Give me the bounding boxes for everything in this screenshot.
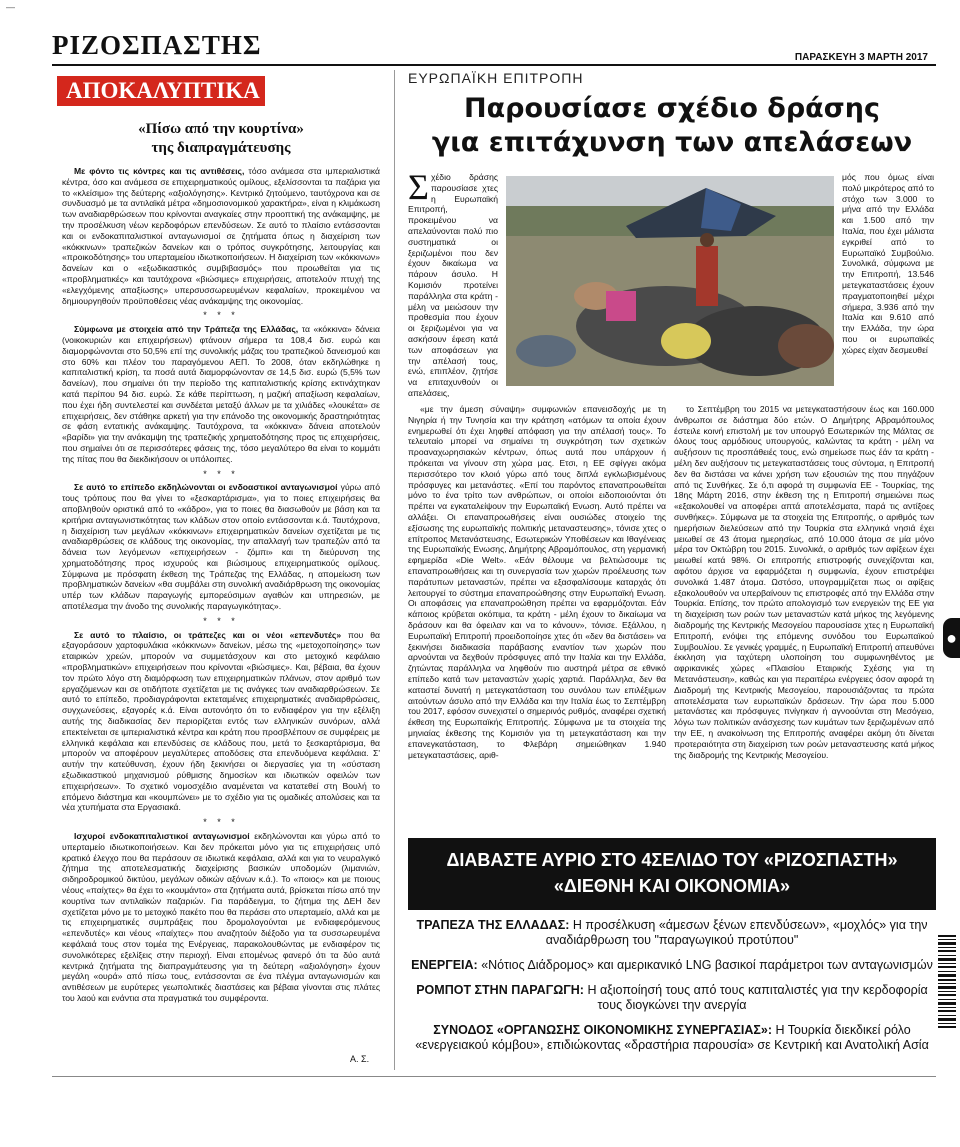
promo-item-text: Η αξιοποίησή τους από τους καπιταλιστές για την κερδοφορία τους διογκώνει την ανεργία	[587, 983, 928, 1012]
article-kicker: ΕΥΡΩΠΑΪΚΗ ΕΠΙΤΡΟΠΗ	[408, 70, 584, 86]
headline-line1: Παρουσίασε σχέδιο δράσης	[464, 93, 880, 124]
left-paragraph-1	[62, 166, 380, 306]
article-intro-text: χέδιο δράσης παρουσίασε χτες η Ευρωπαϊκή Επιτροπή, προκειμένου να απελαύνονται πολύ πιο συστηματικά οι ξεριζωμένοι που δεν έχουν δικαίωμα να πάρουν άσυλο. Η Κομισιόν προτείνει παράλληλα στα κράτη - μέλη να μειώσουν την προθεσμία που έχουν οι ξεριζωμένοι για να ασκήσουν έφεση κατά των αποφάσεων για την απέλασή τους, ενώ, επιπλέον, ζητήσε να επιταχυνθούν οι απελάσεις,	[408, 172, 498, 398]
article-lower-column-b	[674, 404, 934, 829]
author-signature: Α. Σ.	[350, 1054, 370, 1064]
left-p2-lead: Σύμφωνα με στοιχεία από την Τράπεζα της Ελλάδας,	[74, 324, 299, 335]
page-tab-marker	[943, 618, 960, 658]
article-lower-a-text: «με την άμεση σύναψη» συμφωνιών επανεισδοχής με τη Νιγηρία ή την Τυνησία και την κράτηση «ατόμων τα οποία έχουν ενημερωθεί ότι έχει ληφθεί απόφαση για την απέλασή τους». Το τελευταίο μπορεί να σημαίνει τη συγκρότηση των σχετικών προαναχωρησιακών κέντρων, όπως αυτά που υπάρχουν ή πρόκειται να γίνουν στη χώρα μας. Ετσι, η ΕΕ σφίγγει ακόμα περισσότερο τον κλοιό γύρω από τους διπλά εγκλωβισμένους πρόσφυγες και μετανάστες. «Επί του παρόντος επαναπροωθείται μόνο το ένα τρίτο των ανθρώπων, οι οποίοι ειδοποιούνται ότι πρέπει να εγκαταλείψουν την Ευρωπαϊκή Ενωση. Αυτό πρέπει να αλλάξει. Οι επαναπροωθήσεις είναι ουσιώδες στοιχείο της εξίσωσης της ευρωπαϊκής πολιτικής μεταναστευσης», τόνισε χτες ο επίτροπος Μετανάστευσης, Εσωτερικών Υποθέσεων και Ιθαγένειας της Ευρωπαϊκής Ενωσης, Δημήτρης Αβραμόπουλος, στη γερμανική εφημερίδα «Die Welt». «Εάν θέλουμε να βελτιώσουμε τις επαναπροωθήσεις και τη συνεργασία των χωρών προέλευσης των παράτυπων μεταναστών, πρέπει να εξασφαλίσουμε καταρχάς ότι λειτουργεί το σύστημα επαναπροώθησης στην Ευρωπαϊκή Ενωση. Οι αποφάσεις για επαναπροώθηση πρέπει να εφαρμόζονται. Εάν κάποιος κρύβεται οκόπιμα, τα κράτη - μέλη έχουν το δικαίωμα να δράσουν και θα όφειλαν και να το κάνουν», τόνισε. Εξάλλου, η Ευρωπαϊκή Επιτροπή προειδοποίησε χτες ότι «δεν θα διστάσει» να ξεκινήσει διαδικασία παράβασης εναντίον των χωρών που αρνούνται να δεχθούν πρόσφυγες από την Ιταλία και την Ελλάδα, ζητώντας παράλληλα να ληφθούν πιο αυστηρά μέτρα σε εθνικό επίπεδο κατά των μεταναστών χωρίς χαρτιά. Παράλληλα, δεν θα καταστεί δυνατή η μετεγκατάσταση του συνόλου των επιλέξιμων αιτούντων άσυλο από την Ελλάδα και την Ιταλία έως το Σεπτέμβρη του 2017, εφόσον συνεχιστεί ο σημερινός ρυθμός, αναφέρει σχετική έκθεση της Ευρωπαϊκής Επιτροπής. Σύμφωνα με τα στοιχεία της μηνιαίας έκθεσης της Κομισιόν για τη μετεγκατάσταση και την επανεγκατάσταση, το Φλεβάρη σημειώθηκαν 1.940 μετεγκαταστάσεις, αριθ-	[408, 404, 666, 760]
left-title-line2: της διαπραγμάτευσης	[151, 140, 291, 156]
header-rule	[52, 64, 936, 66]
promo-item-text: Η Τουρκία διεκδικεί ρόλο «ενεργειακού κόμβου», επιδιώκοντας «δραστήρια παρουσία» σε Κεντρική και Ανατολική Ασία	[415, 1023, 929, 1052]
left-p2-text: τα «κόκκινα» δάνεια (νοικοκυριών και επιχειρήσεων) φτάνουν σήμερα τα 108,4 δισ. ευρώ και διαμορφώνονται στο 50,5% επί της συνολικής μάζας του τραπεζικού δανεισμού και στο 60% και πλέον του παραγόμενου ΑΕΠ. Το 2008, όταν εκδηλώθηκε η καπιταλιστική κρίση, τα ποσά αυτά διαμορφώνονταν σε 14,5 δισ. ευρώ (5,5% των δανείων), που σημαίνει ότι την περίοδο της καπιταλιστικής κρίσης εκτινάχτηκαν κατά περίπου 94 δισ. ευρώ. Σε κάθε περίπτωση, η μαζική απαξίωση κεφαλαίων, που έχει ήδη συντελεστεί και συνδέεται μεταξύ άλλων με τα χιλιάδες «λουκέτα» σε επιχειρήσεις, δεν στάθηκε αρκετή για την επάνοδο της οικονομικής δραστηριότητας σε φάση εντατικής ανάκαμψης. Ταυτόχρονα, τα «κόκκινα» δάνεια αποτελούν «βαρίδι» για την ανάκαμψη της τραπεζικής χρηματοδότησης προς τις επιχειρήσεις, που σημαίνει ότι σε περισσότερες φάσεις της, τόσο μεγαλύτερο θα είναι το κομμάτι της πίτας που θα διεκδικήσουν οι υπόλοιπες.	[62, 324, 380, 464]
left-p3-text: γύρω από τους τρόπους που θα γίνει το «ξεσκαρτάρισμα», για το ποιες επιχειρήσεις θα αποβληθούν οριστικά από το «κάδρο», για το ποιες θα διασωθούν με βάση και τα κριτήρια ανταγωνιστικότητας των κλάδων στον οποίο εντάσσονται κ.ά. Ταυτόχρονα, η διαχείριση των μεγάλων «κόκκινων» επιχειρηματικών δανείων σχετίζεται με τις αναδιαρθρώσεις σε κλάδους της οικονομίας, την απαλλαγή των τραπεζών από τα δάνεια των λεγόμενων «επιχειρήσεων - ζόμπι» και τη διεύρυνση της χρηματοδότησης προς ισχυρούς και βιώσιμους επιχειρηματικούς ομίλους. Σύμφωνα με πρόσφατη έκθεση της Τράπεζας της Ελλάδας, η απομείωση των προβληματικών δανείων «θα συμβάλει στη συνολική αναδιάρθρωση της οικονομίας υπέρ των κλάδων παραγωγής εμπορεύσιμων αγαθών και υπηρεσιών, με αποτέλεσμα την άνοδο της συνολικής παραγωγικότητας».	[62, 482, 380, 612]
promo-item-text: «Νότιος Διάδρομος» και αμερικανικό LNG βασικοί παράμετροι των ανταγωνισμών	[481, 958, 933, 972]
article-intro	[408, 172, 498, 399]
column-divider	[394, 70, 395, 1070]
left-article-title	[62, 120, 380, 158]
article-column-1	[408, 172, 498, 400]
page-tab-icon: ●	[946, 628, 957, 648]
article-col3-text: μός που όμως είναι πολύ μικρότερος από το στόχο των 3.000 το μήνα από την Ελλάδα και 1.500 από την Ιταλία, που έχει μάλιστα εγκριθεί από το Ευρωπαϊκό Συμβούλιο. Συνολικά, σύμφωνα με την Επιτροπή, 13.546 μετεγκαταστάσεις έχουν πραγματοποιηθεί μέχρι σήμερα, 3.936 από την Ιταλία και 9.610 από την Ελλάδα, την ώρα που οι ευρωπαϊκές χώρες είχαν δεσμευθεί	[842, 172, 934, 355]
left-article-body	[62, 166, 380, 1051]
footer-rule	[52, 1076, 936, 1077]
left-paragraph-4	[62, 630, 380, 814]
promo-line2: «ΔΙΕΘΝΗ ΚΑΙ ΟΙΚΟΝΟΜΙΑ»	[553, 876, 791, 896]
promo-item-lead: ΣΥΝΟΔΟΣ «ΟΡΓΑΝΩΣΗΣ ΟΙΚΟΝΟΜΙΚΗΣ ΣΥΝΕΡΓΑΣΙΑΣ»:	[433, 1023, 772, 1037]
article-column-3	[842, 172, 934, 400]
drop-cap: Σ	[408, 172, 429, 207]
section-stars: * * *	[203, 817, 239, 828]
article-lower-b-text: το Σεπτέμβρη του 2015 να μετεγκαταστήσουν έως και 160.000 άνθρωποι σε διάστημα δύο ετών. Ο Δημήτρης Αβραμόπουλος έστειλε κοινή επιστολή με τον υπουργό Εσωτερικών της Μάλτας σε όλους τους αρμόδιους υπουργούς, καλώντας τα κράτη - μέλη να αυξήσουν τις προσπάθειές τους, ενώ σημείωσε πως έάν τα κράτη - μέλη δεν αυξήσουν τις μετεγκαταστάσεις τους σύντομα, η Επιτροπή δεν θα διστάσει να κάνει χρήση των εξουσιών της που πηγάζουν από τις Συνθήκες. Σε ό,τι αφορά τη συμφωνία ΕΕ - Τουρκίας, της 18ης Μάρτη 2016, στην έκθεση της η Επιτροπή σημειώνει πως «εξακολουθεί να αποφέρει απτά αποτελέσματα, παρά τις αντίξοες συνθήκες». Σύμφωνα με τα στοιχεία της Επιτροπής, ο αριθμός των ημερήσιων διελεύσεων από την Τουρκία στα ελληνικά νησιά έχει μειωθεί σε 43 άτομα ημερησίως, από 10.000 άτομα σε μία μόνο μέρα τον Οκτώβρη του 2015. Συνολικά, ο αριθμός των αφίξεων έχει μειωθεί κατά 98%. Οι επιτροπής επιστροφής συνεχίζονται και, αφότου άρχισε να εφαρμόζεται η συμφωνία, έχουν επιστρέψει συνολικά 1.487 άτομα. Ωστόσο, υπογραμμίζεται πως οι αφίξεις εξακολουθούν να υπερβαίνουν τις επιστροφές από την Ελλάδα στην Τουρκία. Επίσης, τον πρώτο απολογισμό των ενεργειών της ΕΕ για τη διαχείριση των ροών των μεταναστών κατά μήκος της λεγόμενης διαδρομής της Κεντρικής Μεσογείου παρουσίασε χτες η Ευρωπαϊκή Επιτροπή, ενόψει της επόμενης συνόδου του Ευρωπαϊκού Συμβουλίου. Σε γενικές γραμμές, η Ευρωπαϊκή Επιτροπή απευθύνει έκκληση για ταχύτερη υλοποίηση του συμφωνηθέντος με αφρικανικές χώρες «Πλαισίου Εταιρικής Σχέσης για τη Μετανάστευση», καθώς και για περαιτέρω ενέργειες όσον αφορά τη Διαδρομή της Κεντρικής Μεσογείου, παρουσιάζοντας τα πρώτα αποτελέσματα των ευρωπαϊκών δράσεων. Την ώρα που 5.000 μετανάστες και πρόσφυγες πνίγηκαν ή αγνοούνται στη Μεσόγειο, λόγω των πολιτικών ανάσχεσης των κυμάτων των ξεριζωμένων από την ΕΕ, η ανακοίνωση της Επιτροπής αναφέρει ακόμη ότι δίνεται προτεραιότητα στη διαχείριση των ροών μεταναστευσης κατά μήκος της διαδρομής της Κεντρικής Μεσογείου.	[674, 404, 934, 760]
left-p1-text: τόσο ανάμεσα στα ιμπεριαλιστικά κέντρα, όσο και ανάμεσα σε επιχειρηματικούς ομίλους, εξελίσσονται τα παζάρια για το «κλείσιμο» της δεύτερης «αξιολόγησης». Κεντρικό ζητούμενο, ταυτόχρονα και σε συνδυασμό με τα αντιλαϊκά μέτρα «δημοσιονομικού χαρακτήρα», είναι η κλιμάκωση των αναδιαρθρώσεων που κρίνονται αναγκαίες στην προοπτική της ανάκαμψης, με την προσέλκυση νέων κερδοφόρων επενδύσεων. Σε αυτό το πλαίσιο εντάσσονται και οι ενδοκαπιταλιστικοί ανταγωνισμοί σε ζητήματα όπως η διαχείριση των «κόκκινων» τραπεζικών δανείων και ο τρόπος συγκρότησης, λειτουργίας και «προικοδότησης» του υπερταμείου ιδιωτικοποιήσεων. Η διαχείριση των «κόκκινων» δανείων και ο «εξωδικαστικός συμβιβασμός» που προωθείται για τις «προβληματικές» και ταυτόχρονα «βιώσιμες» επιχειρήσεις, αποτελούν πτυχή της «ελεγχόμενης απαξίωσης» υπερσυσσωρευμένων κεφαλαίων, προκειμένου να δημιουργηθούν προϋποθέσεις νέας ανάκαμψης της οικονομίας.	[62, 166, 380, 306]
page-marker: —	[6, 2, 15, 12]
left-title-line1: «Πίσω από την κουρτίνα»	[138, 121, 304, 137]
left-p5-lead: Ισχυροί ενδοκαπιταλιστικοί ανταγωνισμοί	[74, 831, 250, 842]
left-p5-text: εκδηλώνονται και γύρω από το υπερταμείο ιδιωτικοποιήσεων. Και δεν πρόκειται μόνο για τις επιχειρήσεις υπό κρατικό έλεγχο που θα περάσουν σε ιδιωτικά κεφάλαια, αλλά και για το νευραλγικό ζήτημα της αποτελεσματικής διαχείρισης βασικών υποδομών (λιμανιών, σιδηροδρομικού δικτύου, μεγάλων οδικών αξόνων κ.ά.). Το «ποιος» και με ποιους νέους «παίχτες» θα έχει το «κουμάντο» στα ζητήματα αυτά, βρίσκεται πίσω από την κουρτίνα των αντιλαϊκών παζαριών. Για παράδειγμα, το ζήτημα της ΔΕΗ δεν σχετίζεται μόνο με το μετοχικό πακέτο που θα περάσει στο υπερταμείο, αλλά και με τις επιχειρηματικές συμπράξεις που δρομολογούνται με ενδιαφερόμενους «επενδυτές» και νέους «παίχτες» που αναζητούν διέξοδο για τα συσσωρευμένα κεφάλαιά τους στον τομέα της Ενέργειας, παρακολουθώντας με ενδιαφέρον τις συνολικότερες εξελίξεις στην περιοχή. Είναι επομένως φανερό ότι τα δύο αυτά κεντρικά ζητήματα της διαπραγμάτευσης για τη δεύτερη «αξιολόγηση» έχουν μεγάλη «ουρά» από πίσω τους, εντάσσονται σε ένα πλέγμα ανταγωνισμών και αντιθέσεων με ευρύτερες γεωπολιτικές διαστάσεις και βέβαια γίνονται στις πλάτες του λαού και ενάντια στα πραγματικά του συμφέροντα.	[62, 831, 380, 1003]
promo-item	[408, 1023, 936, 1053]
left-p1-lead: Με φόντο τις κόντρες και τις αντιθέσεις,	[74, 166, 245, 176]
section-rubric: ΑΠΟΚΑΛΥΠΤΙΚΑ	[57, 76, 265, 106]
promo-banner	[408, 838, 936, 910]
left-p4-text: που θα εξαγοράσουν χαρτοφυλάκια «κόκκινων» δανείων, μέσω της «μετοχοποίησης» των εταιρικών χρεών, μπορούν να συμμετάσχουν και στο μετοχικό κεφάλαιο «προβληματικών» επιχειρήσεων που κρίνονται «βιώσιμες». Και, βέβαια, θα έχουν τον πρώτο λόγο στη διαμόρφωση των επιχειρηματικών πλάνων, στον αριθμό των εργαζόμενων και σε οτιδήποτε σχετίζεται με τις ανάγκες των αναδιαρθρώσεων. Σε αυτό το επίπεδο, προδιαγράφονται εκτεταμένες επιχειρηματικές αναδιαρθρώσεις, συγχωνεύσεις, εξαγορές κ.ά. Είναι αυτονόητο ότι το ενδιαφέρον για την εξέλιξη αυτής της διαδικασίας δεν περιορίζεται εντός των ελληνικών συνόρων, αλλά επεκτείνεται σε ιμπεριαλιστικά κέντρα και κράτη που προσβλέπουν σε συμφέρεις με ελληνικά κεφάλαια και επενδύσεις σε κλάδους που, μετά το ξεσκαρτάρισμα, θα μπορούν να αποφέρουν μεγαλύτερες αποδόσεις στα επενδυόμενα κεφάλαια. Σ' αυτήν την κατεύθυνση, έχουν ήδη ξεκινήσει οι διεργασίες για τη «σύσταση εξωδικαστικού μηχανισμού ρύθμισης δημοσίων και ιδιωτικών οφειλών των επιχειρήσεων». Το σχετικό νομοσχέδιο αναμένεται να κατατεθεί στη Βουλή το επόμενο διάστημα και «κουμπώνει» με το σχέδιο για τις ομαδικές απολύσεις και τα νέα χτυπήματα στα Εργασιακά.	[62, 629, 380, 813]
promo-item-lead: ΡΟΜΠΟΤ ΣΤΗΝ ΠΑΡΑΓΩΓΗ:	[416, 983, 584, 997]
promo-item	[408, 918, 936, 948]
promo-item-text: Η προσέλκυση «άμεσων ξένων επενδύσεων», «μοχλός» για την αναδιάρθρωση του "παραγωγικού προτύπου"	[545, 918, 928, 947]
promo-item-lead: ΕΝΕΡΓΕΙΑ:	[411, 958, 478, 972]
left-paragraph-3	[62, 482, 380, 612]
left-p4-lead: Σε αυτό το πλαίσιο, οι τράπεζες και οι νέοι «επενδυτές»	[74, 629, 342, 640]
left-paragraph-2	[62, 324, 380, 464]
promo-item-lead: ΤΡΑΠΕΖΑ ΤΗΣ ΕΛΛΑΔΑΣ:	[416, 918, 570, 932]
photo-illustration	[506, 176, 834, 386]
masthead-logo: ΡΙΖΟΣΠΑΣΤΗΣ	[52, 30, 262, 60]
promo-item	[408, 983, 936, 1013]
section-stars: * * *	[203, 468, 239, 479]
left-p3-lead: Σε αυτό το επίπεδο εκδηλώνονται οι ενδοαστικοί ανταγωνισμοί	[74, 482, 338, 493]
article-headline	[408, 92, 936, 160]
promo-list	[408, 918, 936, 1063]
article-lower-column-a	[408, 404, 666, 829]
issue-date: ΠΑΡΑΣΚΕΥΗ 3 ΜΑΡΤΗ 2017	[794, 52, 928, 63]
promo-item	[408, 958, 936, 973]
left-paragraph-5	[62, 831, 380, 1004]
promo-line1: ΔΙΑΒΑΣΤΕ ΑΥΡΙΟ ΣΤΟ 4ΣΕΛΙΔΟ ΤΟΥ «ΡΙΖΟΣΠΑΣΤΗ»	[446, 850, 898, 870]
section-stars: * * *	[203, 615, 239, 626]
section-stars: * * *	[203, 310, 239, 321]
refugee-camp-photo	[506, 176, 834, 386]
headline-line2: για επιτάχυνση των απελάσεων	[431, 127, 913, 158]
barcode-icon	[938, 935, 956, 1030]
